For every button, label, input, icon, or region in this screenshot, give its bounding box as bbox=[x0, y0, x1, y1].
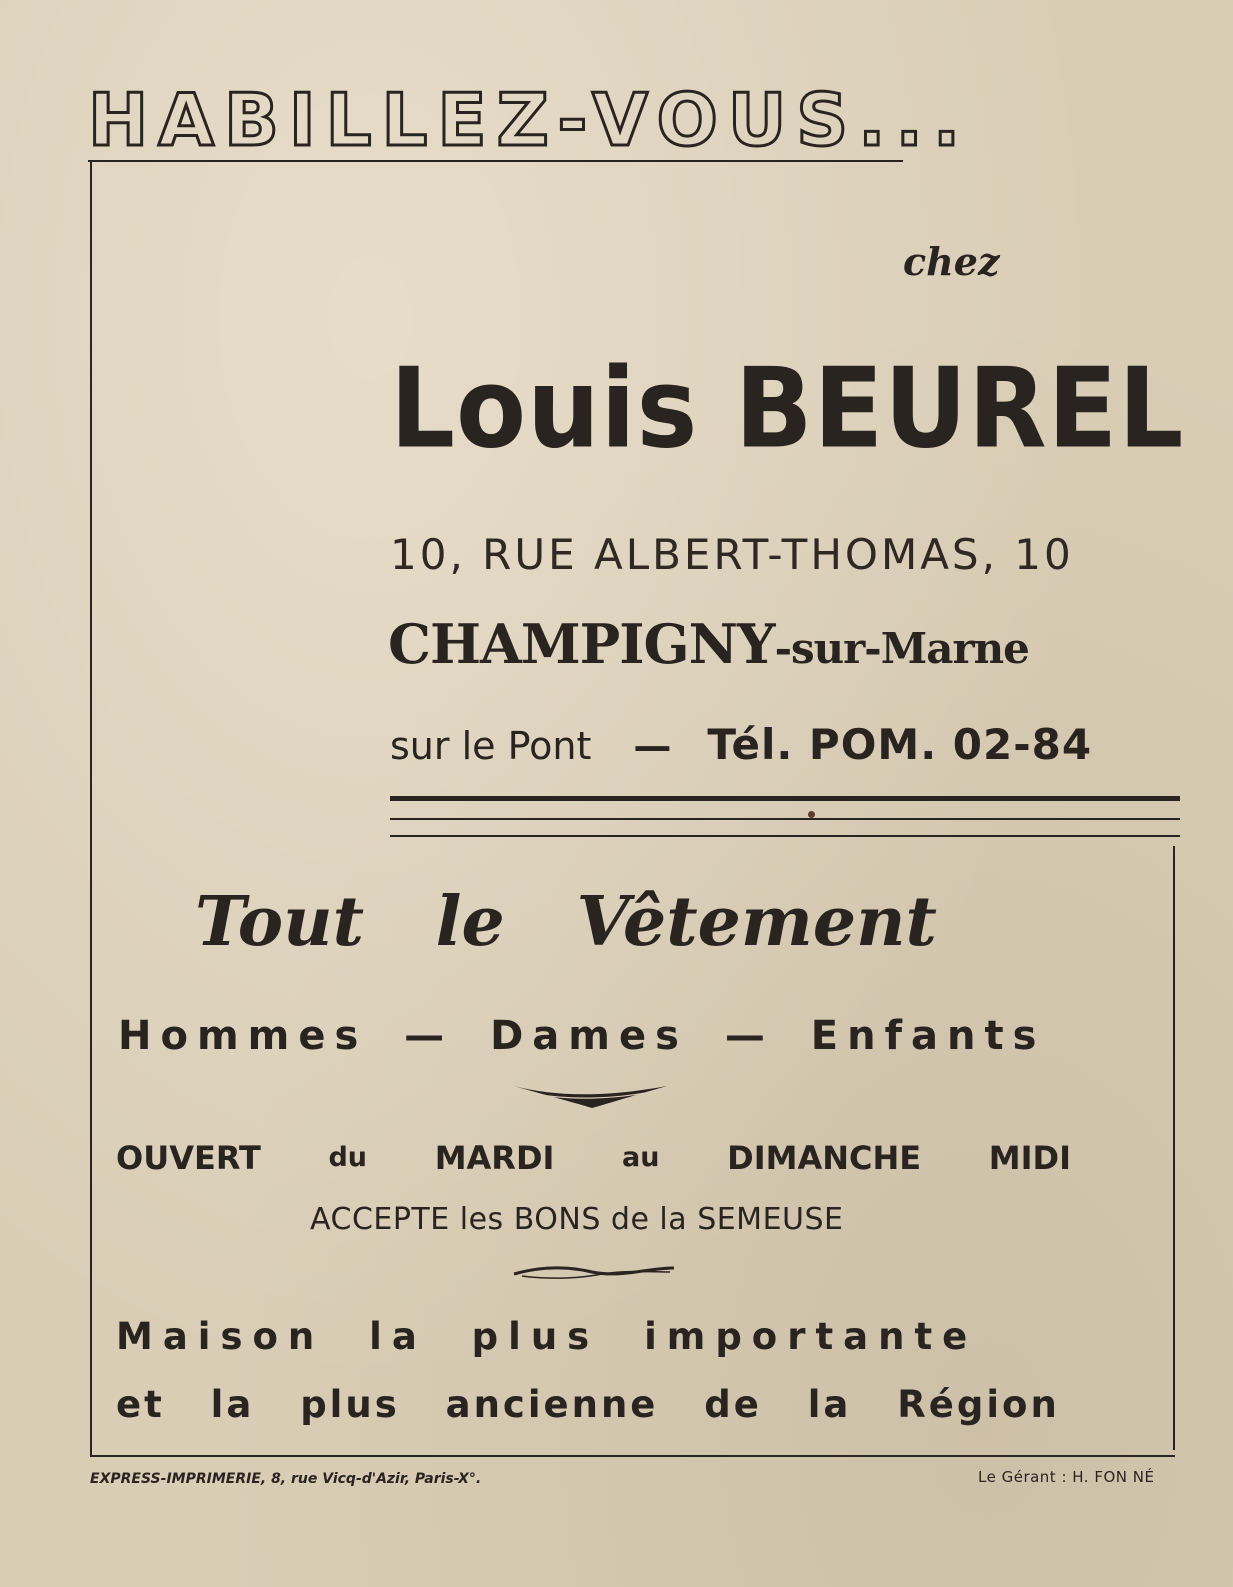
city-name bbox=[388, 612, 1029, 681]
location-phone-line bbox=[390, 722, 1180, 769]
headline-rule bbox=[88, 160, 903, 162]
opening-word: DIMANCHE bbox=[727, 1139, 922, 1177]
rule-thin bbox=[390, 818, 1180, 820]
opening-word: MARDI bbox=[434, 1139, 555, 1177]
separator-dash: — bbox=[633, 724, 672, 768]
city-main: CHAMPIGNY bbox=[388, 612, 775, 676]
opening-word: du bbox=[328, 1142, 368, 1173]
rule-thick bbox=[390, 796, 1180, 801]
frame-bottom-line bbox=[90, 1455, 1175, 1457]
opening-hours bbox=[116, 1138, 1071, 1178]
merchant-name: Louis BEUREL bbox=[390, 345, 1185, 474]
tagline-line-1: Maison la plus importante bbox=[116, 1315, 978, 1358]
printer-credit: EXPRESS-IMPRIMERIE, 8, rue Vicq-d'Azir, Paris-X°. bbox=[90, 1471, 482, 1487]
ink-dot bbox=[808, 811, 815, 818]
genders-list: Hommes — Dames — Enfants bbox=[118, 1013, 1046, 1059]
frame-right-line bbox=[1173, 846, 1175, 1450]
tagline-line-2: et la plus ancienne de la Région bbox=[116, 1383, 1060, 1426]
opening-word: au bbox=[622, 1142, 660, 1173]
opening-word: OUVERT bbox=[116, 1139, 261, 1177]
flourish-ornament bbox=[512, 1262, 677, 1284]
slogan: Tout le Vêtement bbox=[195, 882, 937, 962]
headline: HABILLEZ-VOUS... bbox=[88, 78, 971, 162]
manager-credit: Le Gérant : H. FON NÉ bbox=[978, 1468, 1155, 1486]
phone-number: Tél. POM. 02-84 bbox=[707, 720, 1093, 769]
opening-word: MIDI bbox=[988, 1139, 1071, 1177]
rule-thin bbox=[390, 835, 1180, 837]
flourish-ornament bbox=[512, 1082, 672, 1112]
frame-left-line bbox=[90, 160, 92, 1455]
location-text: sur le Pont bbox=[390, 724, 592, 768]
street-address: 10, RUE ALBERT-THOMAS, 10 bbox=[390, 530, 1074, 579]
accepts-vouchers: ACCEPTE les BONS de la SEMEUSE bbox=[310, 1202, 844, 1237]
chez-label: chez bbox=[903, 239, 1000, 284]
city-suffix: -sur-Marne bbox=[774, 624, 1029, 673]
